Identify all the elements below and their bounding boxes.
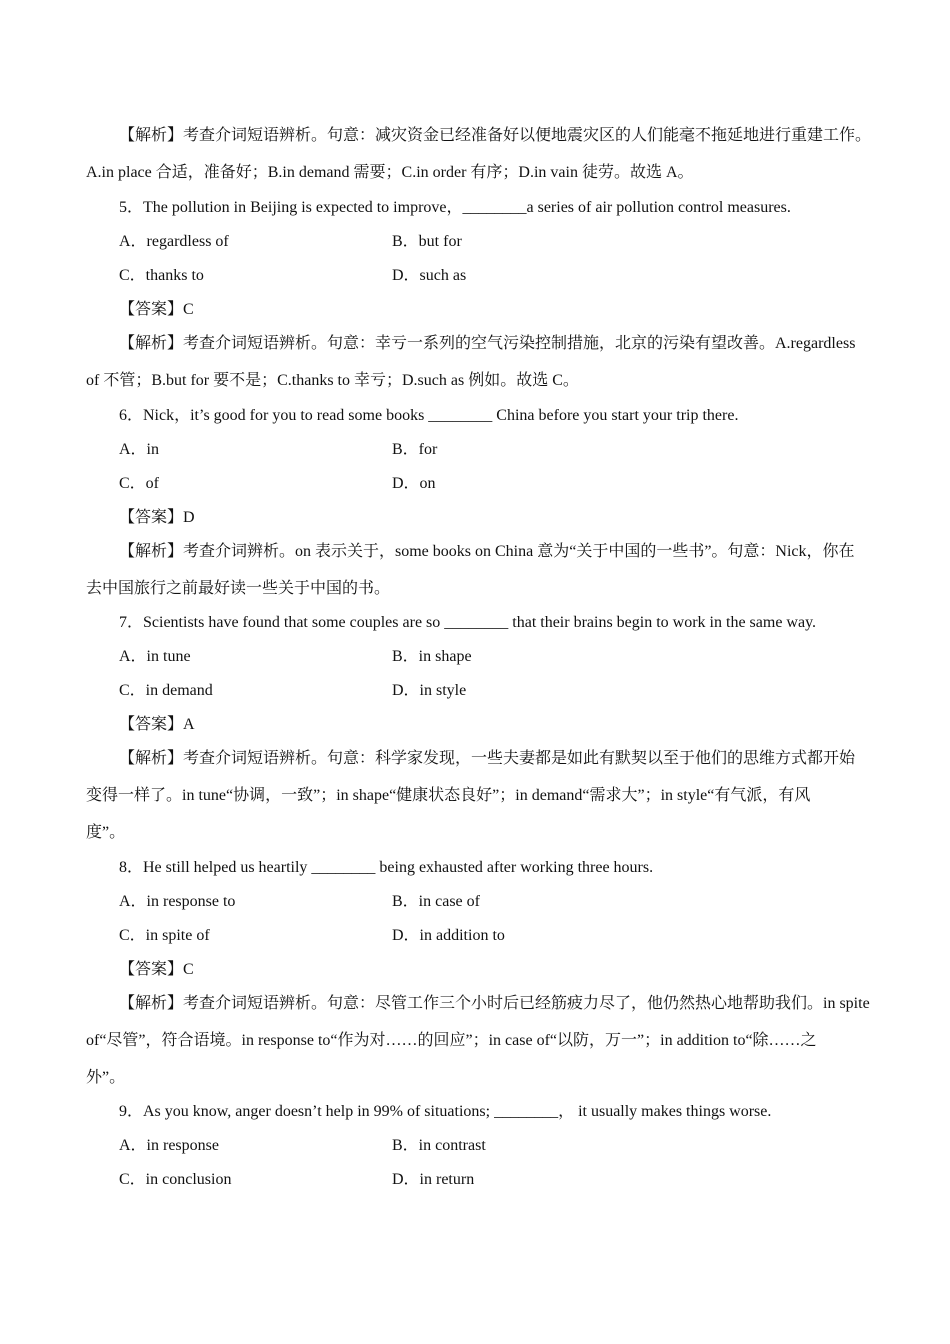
question-9-option-d: D．in return bbox=[392, 1171, 475, 1188]
question-5-explanation-line-2: of 不管；B.but for 要不是；C.thanks to 幸亏；D.such as 例如。故选 C。 bbox=[86, 372, 579, 389]
question-8-answer: 【答案】C bbox=[119, 961, 194, 978]
question-5-stem: 5．The pollution in Beijing is expected to improve，________a series of air pollution control measures. bbox=[119, 199, 791, 216]
question-7-option-a: A．in tune bbox=[119, 648, 191, 665]
question-8-option-a: A．in response to bbox=[119, 893, 236, 910]
q4-explanation-line-2: A.in place 合适，准备好；B.in demand 需要；C.in order 有序；D.in vain 徒劳。故选 A。 bbox=[86, 164, 694, 181]
question-5-option-b: B．but for bbox=[392, 233, 462, 250]
question-7-answer: 【答案】A bbox=[119, 716, 195, 733]
question-8-option-c: C．in spite of bbox=[119, 927, 210, 944]
question-9-option-a: A．in response bbox=[119, 1137, 219, 1154]
question-8-stem: 8．He still helped us heartily ________ being exhausted after working three hours. bbox=[119, 859, 654, 876]
question-7-explanation-line-1: 【解析】考查介词短语辨析。句意：科学家发现，一些夫妻都是如此有默契以至于他们的思维方式都开始 bbox=[119, 750, 856, 767]
question-7-option-b: B．in shape bbox=[392, 648, 472, 665]
question-8-explanation-line-3: 外”。 bbox=[86, 1069, 126, 1086]
question-7-explanation-line-3: 度”。 bbox=[86, 824, 126, 841]
question-8-explanation-line-1: 【解析】考查介词短语辨析。句意：尽管工作三个小时后已经筋疲力尽了，他仍然热心地帮助我们。in spite bbox=[119, 995, 870, 1012]
question-6-answer: 【答案】D bbox=[119, 509, 195, 526]
question-7-option-c: C．in demand bbox=[119, 682, 213, 699]
question-8-option-d: D．in addition to bbox=[392, 927, 505, 944]
question-6-explanation-line-1: 【解析】考查介词辨析。on 表示关于，some books on China 意为“关于中国的一些书”。句意：Nick，你在 bbox=[119, 543, 855, 560]
question-6-stem: 6．Nick，it’s good for you to read some books ________ China before you start your trip there. bbox=[119, 407, 739, 424]
question-7-option-d: D．in style bbox=[392, 682, 467, 699]
question-5-option-a: A．regardless of bbox=[119, 233, 229, 250]
question-6-option-d: D．on bbox=[392, 475, 436, 492]
question-6-option-a: A．in bbox=[119, 441, 160, 458]
question-5-explanation-line-1: 【解析】考查介词短语辨析。句意：幸亏一系列的空气污染控制措施，北京的污染有望改善。A.regardless bbox=[119, 335, 856, 352]
question-6-option-c: C．of bbox=[119, 475, 160, 492]
question-5-option-c: C．thanks to bbox=[119, 267, 204, 284]
q4-explanation-line-1: 【解析】考查介词短语辨析。句意：减灾资金已经准备好以便地震灾区的人们能毫不拖延地进行重建工作。 bbox=[119, 127, 872, 144]
question-5-answer: 【答案】C bbox=[119, 301, 194, 318]
question-9-option-b: B．in contrast bbox=[392, 1137, 486, 1154]
question-6-explanation-line-2: 去中国旅行之前最好读一些关于中国的书。 bbox=[86, 580, 391, 597]
question-8-option-b: B．in case of bbox=[392, 893, 480, 910]
question-6-option-b: B．for bbox=[392, 441, 438, 458]
question-8-explanation-line-2: of“尽管”，符合语境。in response to“作为对……的回应”；in case of“以防，万一”；in addition to“除……之 bbox=[86, 1032, 817, 1049]
question-7-explanation-line-2: 变得一样了。in tune“协调，一致”；in shape“健康状态良好”；in demand“需求大”；in style“有气派，有风 bbox=[86, 787, 811, 804]
question-5-option-d: D．such as bbox=[392, 267, 467, 284]
question-9-stem: 9．As you know, anger doesn’t help in 99% of situations; ________， it usually makes things worse. bbox=[119, 1103, 772, 1120]
question-7-stem: 7．Scientists have found that some couples are so ________ that their brains begin to work in the same way. bbox=[119, 614, 817, 631]
question-9-option-c: C．in conclusion bbox=[119, 1171, 232, 1188]
